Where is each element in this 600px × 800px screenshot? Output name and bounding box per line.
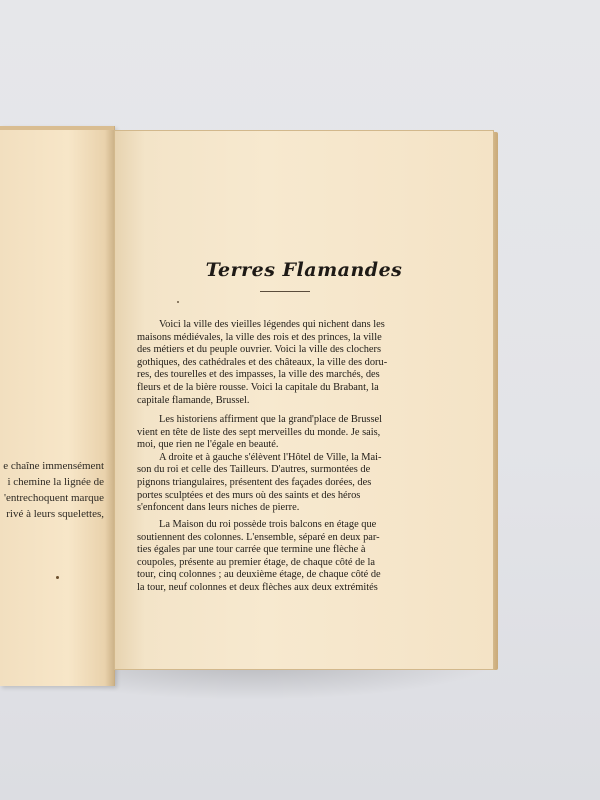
text-line: portes sculptées et des murs où des saints et des héros	[137, 489, 361, 501]
paragraph-1	[137, 319, 443, 407]
text-line: tour, cinq colonnes ; au deuxième étage, de chaque côté de	[137, 569, 381, 581]
text-line: Voici la ville des vieilles légendes qui nichent dans les	[159, 319, 385, 330]
text-line: vient en tête de liste des sept merveilles du monde. Je sais,	[137, 426, 381, 438]
ink-spot	[177, 301, 179, 303]
text-line: s'enfoncent dans leurs niches de pierre.	[137, 502, 300, 514]
text-line: maisons médiévales, la ville des rois et des princes, la ville	[137, 331, 382, 343]
text-line: des métiers et du peuple ouvrier. Voici la ville des clochers	[137, 344, 382, 356]
left-page-text	[0, 458, 104, 522]
page-title: Terres Flamandes	[205, 259, 403, 281]
left-page	[0, 126, 115, 686]
text-line: pignons triangulaires, présentent des façades dorées, des	[137, 476, 372, 488]
text-line: fleurs et de la bière rousse. Voici la capitale du Brabant, la	[137, 381, 379, 393]
text-line: son du roi et celle des Tailleurs. D'autres, surmontées de	[137, 464, 371, 476]
text-line: A droite et à gauche s'élèvent l'Hôtel de Ville, la Mai-	[159, 451, 382, 463]
text-line: Les historiens affirment que la grand'place de Brussel	[159, 414, 382, 425]
right-page	[114, 130, 494, 670]
paragraph-2	[137, 414, 443, 515]
text-line: coupoles, présente au premier étage, de chaque côté de la	[137, 556, 376, 568]
paragraph-3	[137, 519, 443, 595]
ink-spot	[56, 576, 59, 579]
text-line: res, des tourelles et des impasses, la ville des marchés, des	[137, 369, 380, 381]
text-line: La Maison du roi possède trois balcons en étage que	[159, 519, 377, 530]
text-line: la tour, neuf colonnes et deux flèches aux deux extrémités	[137, 581, 378, 593]
text-line: moi, que rien ne l'égale en beauté.	[137, 439, 279, 451]
text-line: gothiques, des cathédrales et des châteaux, la ville des doru-	[137, 356, 388, 368]
left-line: e chaîne immensément	[3, 460, 104, 472]
left-line: rivé à leurs squelettes,	[6, 508, 104, 520]
text-line: soutiennent des colonnes. L'ensemble, séparé en deux par-	[137, 531, 380, 543]
left-line: 'entrechoquent marque	[3, 492, 104, 504]
text-line: ties égales par une tour carrée que termine une flèche à	[137, 544, 366, 556]
text-line: capitale flamande, Brussel.	[137, 394, 250, 406]
left-line: i chemine la lignée de	[7, 476, 104, 488]
left-page-top-edge	[0, 126, 114, 130]
title-divider	[260, 291, 310, 292]
